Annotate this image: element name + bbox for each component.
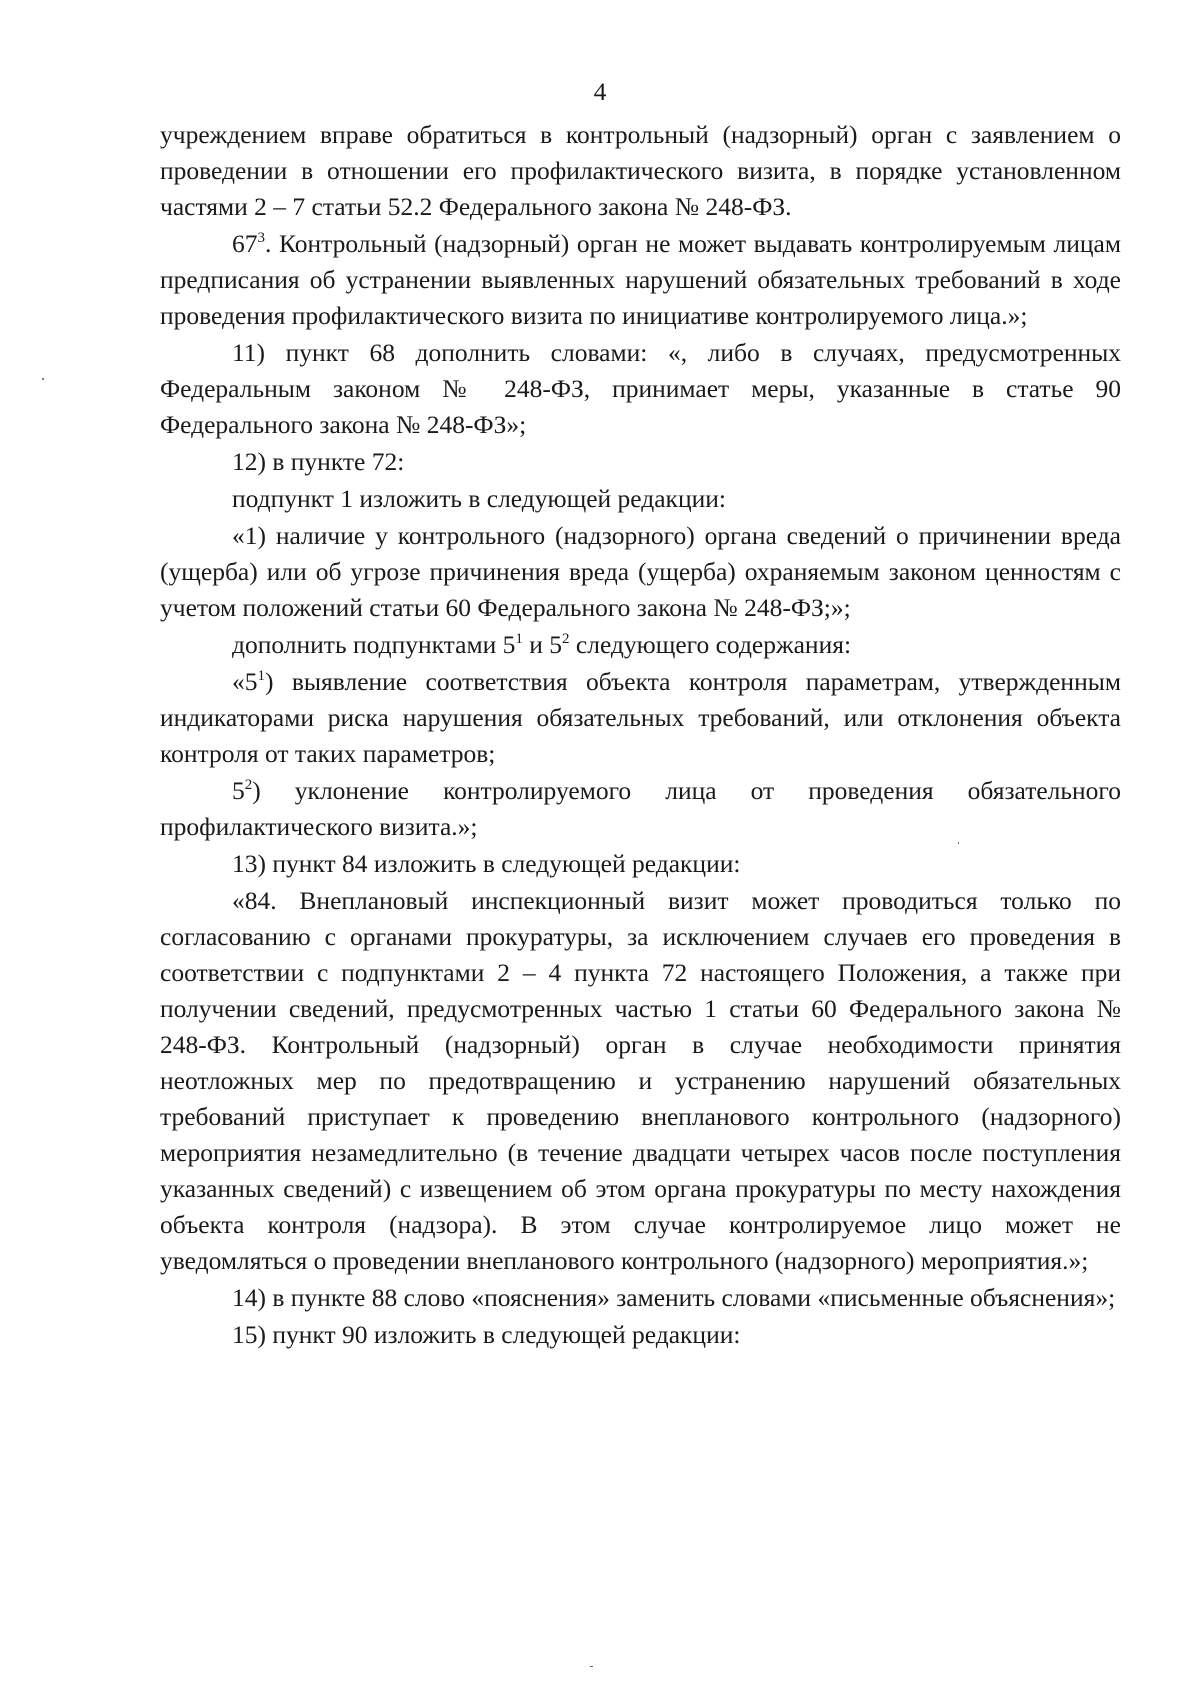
scan-speck <box>958 842 959 844</box>
scan-speck <box>590 1666 593 1667</box>
paragraph-continuation: учреждением вправе обратиться в контрольный (надзорный) орган с заявлением о проведении в отношении его профилактического визита, в порядке установленном частями 2 – 7 статьи 52.2 Федерального закона № 248-ФЗ. <box>160 120 1121 221</box>
add-subitems-text-b: и 5 <box>522 630 563 659</box>
paragraph-subitem-5-2 <box>160 773 1121 845</box>
subitem-number: «5 <box>232 667 258 696</box>
add-subitems-text-a: дополнить подпунктами 5 <box>232 630 516 659</box>
add-subitems-sup-1: 1 <box>515 631 523 647</box>
paragraph-amendment-11: 11) пункт 68 дополнить словами: «, либо в случаях, предусмотренных Федеральным законом № 248-ФЗ, принимает меры, указанные в статье 90 Федерального закона № 248-ФЗ»; <box>160 338 1121 439</box>
paragraph-item-67-3 <box>160 226 1121 334</box>
item-text: . Контрольный (надзорный) орган не может выдавать контролируемым лицам предписания об устранении выявленных нарушений обязательных требований в ходе проведения профилактического визита по инициативе контролируемого лица.»; <box>160 229 1121 330</box>
paragraph-subitem-5-1 <box>160 664 1121 772</box>
document-body <box>160 117 1121 1354</box>
paragraph-amendment-12: 12) в пункте 72: <box>232 447 405 476</box>
paragraph-amendment-15: 15) пункт 90 изложить в следующей редакции: <box>232 1320 741 1349</box>
paragraph-amendment-13: 13) пункт 84 изложить в следующей редакции: <box>232 849 741 878</box>
add-subitems-sup-2: 2 <box>562 631 570 647</box>
page-number: 4 <box>593 77 607 106</box>
add-subitems-text-c: следующего содержания: <box>569 630 852 659</box>
subitem-number: 5 <box>232 776 245 805</box>
paragraph-add-subitems <box>160 627 1121 663</box>
subitem-superscript: 2 <box>244 777 253 793</box>
paragraph-subitem-1-text: «1) наличие у контрольного (надзорного) органа сведений о причинении вреда (ущерба) или об угрозе причинения вреда (ущерба) охраняемым законом ценностям с учетом положений статьи 60 Федерального закона № 248-ФЗ;»; <box>160 521 1121 622</box>
paragraph-subitem-1-intro: подпункт 1 изложить в следующей редакции: <box>232 484 726 513</box>
scan-speck <box>42 378 44 380</box>
paragraph-amendment-14: 14) в пункте 88 слово «пояснения» заменить словами «письменные объяснения»; <box>232 1283 1116 1312</box>
item-superscript: 3 <box>257 230 265 246</box>
paragraph-item-84: «84. Внеплановый инспекционный визит может проводиться только по согласованию с органами прокуратуры, за исключением случаев его проведения в соответствии с подпунктами 2 – 4 пункта 72 настоящего Положения, а также при получении сведений, предусмотренных частью 1 статьи 60 Федерального закона № 248-ФЗ. Контрольный (надзорный) орган в случае необходимости принятия неотложных мер по предотвращению и устранению нарушений обязательных требований приступает к проведению внепланового контрольного (надзорного) мероприятия незамедлительно (в течение двадцати четырех часов после поступления указанных сведений) с извещением об этом органа прокуратуры по месту нахождения объекта контроля (надзора). В этом случае контролируемое лицо может не уведомляться о проведении внепланового контрольного (надзорного) мероприятия.»; <box>160 886 1121 1275</box>
item-number: 67 <box>232 229 258 258</box>
subitem-text: ) выявление соответствия объекта контроля параметрам, утвержденным индикаторами риска нарушения обязательных требований, или отклонения объекта контроля от таких параметров; <box>160 667 1121 768</box>
subitem-superscript: 1 <box>257 668 265 684</box>
subitem-text: ) уклонение контролируемого лица от проведения обязательного профилактического визита.»; <box>160 776 1121 841</box>
